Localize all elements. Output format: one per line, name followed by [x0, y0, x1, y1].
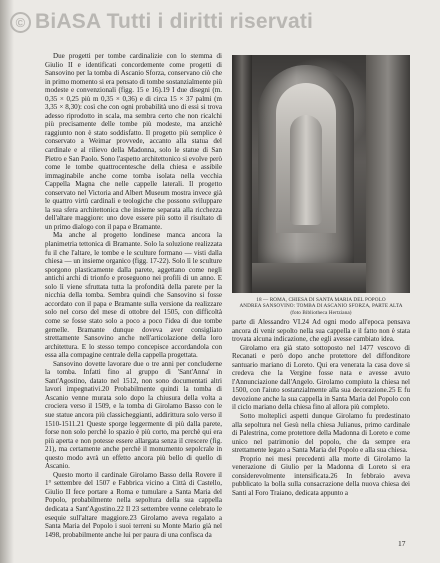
right-text-column	[232, 318, 410, 526]
body-paragraph: Sotto molteplici aspetti dunque Girolamo fu predestinato alla sepoltura nel Gesù nella chiesa Julianus, primo cardinale di Palestrina, come protettore della Madonna di Loreto e come unico nel patrimonio del popolo, che da sempre era strettamente legato a Santa Maria del Popolo e alla sua chiesa.	[232, 412, 410, 455]
left-text-column	[45, 52, 222, 554]
watermark	[10, 2, 440, 42]
body-paragraph: Questo morto il cardinale Girolamo Basso della Rovere il 1° settembre del 1507 e Fabbrica vicino a Città di Castello, Giulio II fece portare a Roma e tumulare a Santa Maria del Popolo, probabilmente nella sepoltura della sua cappella dedicata a Sant'Agostino.22 Il 23 settembre venne celebrato le esequie sull'altare maggiore.23 Girolamo aveva regalato a Santa Maria del Popolo i suoi terreni su Monte Mario già nel 1498, probabilmente anche lui per paura di una confisca da	[45, 470, 222, 539]
body-paragraph: Ma anche al progetto londinese manca ancora la planimetria tettonica di Bramante. Solo la soluzione realizzata fu il che l'altare, le tombe e le sculture formano — visti dalla chiesa — un insieme organico (figg. 17-22). Solo lì le sculture sporgono plasticamente dalla parete, aggettano come negli antichi archi di trionfo e proseguono nei profili di un anno. E solo lì viene sfruttata tutta la profondità della parete per la nicchia della tomba. Sembra quindi che Sansovino si fosse accordato con il papa e Bramante sulla versione da realizzare solo nel corso del mese di ottobre del 1505, con difficoltà come se fosse stato solo a poco a poco l'idea di due tombe gemelle. Bramante dunque doveva aver consigliato strettamente Sansovino anche nell'articolazione della loro architettura. E lo stesso tempo concepisce accordandola con essa alla compagine centrale della cappella progettata.	[45, 231, 222, 360]
body-paragraph: parte di Alessandro VI.24 Ad ogni modo all'epoca pensava ancora di venir sepolto nella sua cappella e il fatto non è stata trovata alcuna indicazione, che egli avesse cambiato idea.	[232, 318, 410, 344]
photo-statue	[290, 115, 322, 225]
photo-pilaster-left	[232, 55, 252, 293]
copyright-icon: ©	[10, 12, 31, 33]
body-paragraph: Due progetti per tombe cardinalizie con lo stemma di Giulio II e identificati concordemente come progetti di Sansovino per la tomba di Ascanio Sforza, conservano ciò che in primo momento si era pensato di tombe sostanzialmente più modeste e convenzionali (figg. 15 e 16).19 I due disegni (m. 0,35 × 0,25 più m 0,35 × 0,36) e di circa 15 × 37 palmi (m 3,35 × 8,30): così che con ogni probabilità uno di essi si trova adesso riprodotto in scala, ma sembra certo che non ricalchi più precisamente delle tombe più modeste, ma anzichè raggiunto non è stato soddisfatto. Il progetto più semplice è conservato a Weimar provvede, accanto alla statua del cardinale e al rilievo della Madonna, solo le statue di San Pietro e San Paolo. Sono l'aspetto architettonico si evolve però come le tombe quattrocentesche della chiesa e assibile immaginabile anche come tomba isolata nella vecchia Cappella Magna che nelle cappelle laterali. Il progetto conservato nel Victoria and Albert Museum mostra invece già le quattro virtù cardinali e teologiche che possono sviluppare la sua sfera architettonica che insieme separata alla ricchezza dell'altare maggiore: uno dove essere più sotto il risultato di un primo dialogo con il papa e Bramante.	[45, 52, 222, 231]
body-paragraph: Proprio nei mesi precedenti alla morte di Girolamo la venerazione di Giulio per la Madonna di Loreto si era considerevolmente intensificata.26 In febbraio aveva pubblicato la bolla sulla consacrazione della nuova chiesa dei Santi al Foro Traiano, dedicata appunto a	[232, 454, 410, 497]
photo-pilaster-right	[366, 55, 410, 293]
figure-caption	[236, 297, 406, 316]
figure-label: 18 — ROMA, CHIESA DI SANTA MARIA DEL POPOLO	[256, 297, 386, 303]
tomb-photograph	[232, 55, 410, 293]
watermark-text: BiASA Tutti i diritti riservati	[35, 10, 314, 33]
page-number: 17	[398, 539, 406, 548]
body-paragraph: Girolamo era già stato sottoposto nel 1477 vescovo di Recanati e però dopo anche protettore del diffonditore santuario mariano di Loreto. Qui era venerata la casa dove si credeva che la Vergine fosse nata e avesse avuto l'Annunciazione dall'Angelo. Girolamo compiuto la chiesa nel 1500, con l'aiuto sostanzialmente alla sua decorazione.25 E fu devozione anche la sua cappella in Santa Maria del Popolo con il ciclo mariano della chiesa fino al allora più completo.	[232, 343, 410, 412]
photo-base	[252, 263, 366, 293]
body-paragraph: Sansovino dovette lavorare due o tre anni per concluderne la tomba. Infatti fino al gruppo di 'Sant'Anna' in Sant'Agostino, datato nel 1512, non sono documentati altri lavori impegnativi.20 Probabilmente quindi la tomba di Ascanio venne murata solo dopo la chiusura della volta a crociera verso il 1509, e la tomba di Girolamo Basso con le sue statue ancora più classicheggianti, addirittura solo verso il 1510-1511.21 Queste sporge leggermente di più dalla parete, forse non solo perchè lo spazio è più corto, ma perchè qui era più aperta e non potesse essere allargata senza il crescere (fig. 21), ma certamente anche perchè il monumento sepolcrale in questo modo avrà un effetto ancora più bello di quello di Ascanio.	[45, 359, 222, 471]
figure-caption-line: ANDREA SANSOVINO: TOMBA DI ASCANIO SFORZA, PARTE ALTA	[239, 303, 403, 310]
figure-credit: (foto Bibliotheca Hertziana)	[290, 309, 352, 316]
